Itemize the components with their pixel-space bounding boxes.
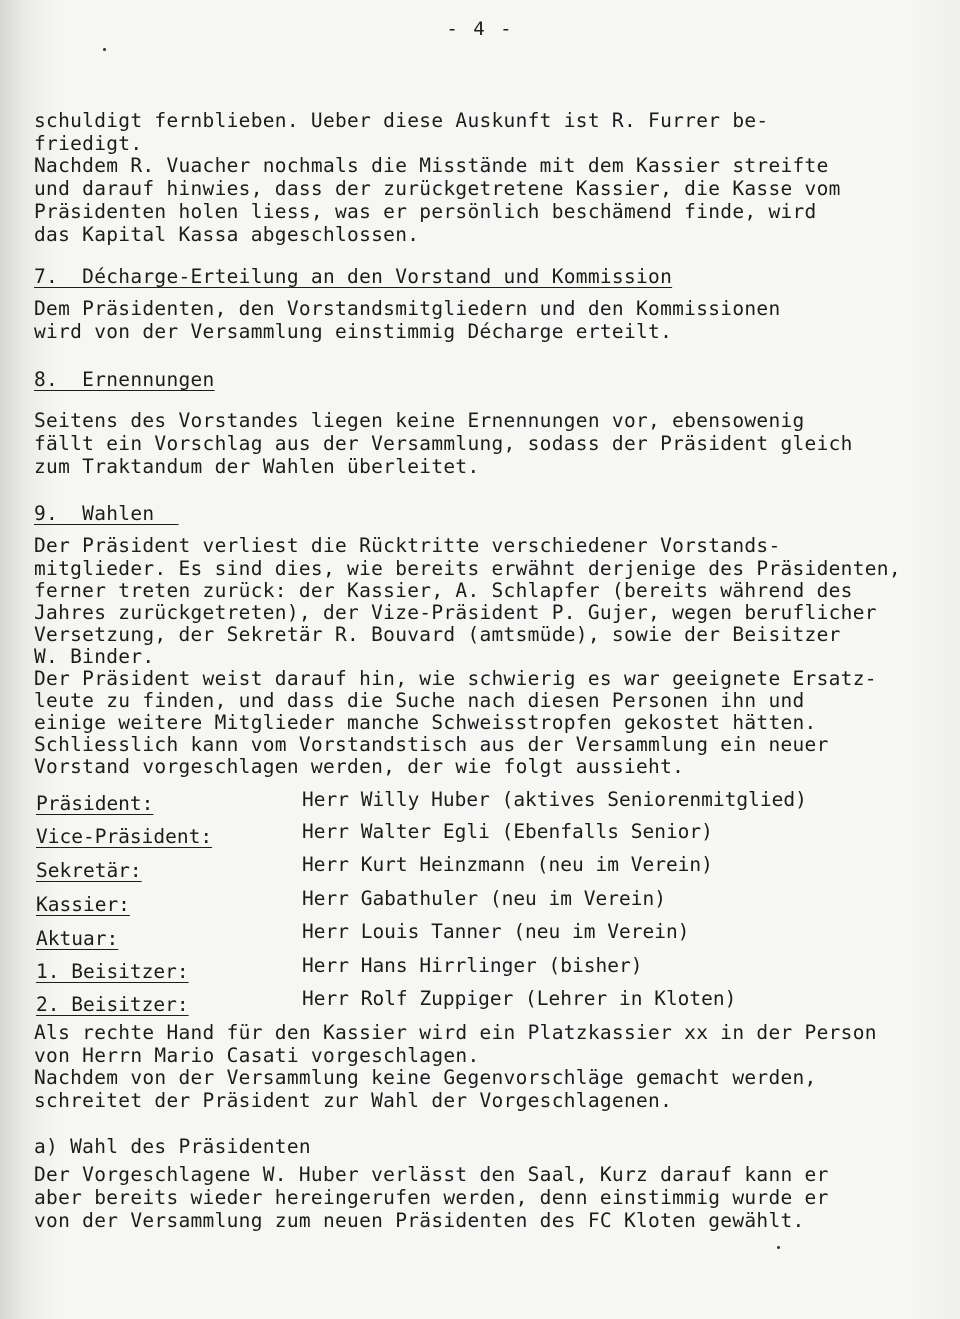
section-9-line: Schliesslich kann vom Vorstandstisch aus der Versammlung ein neuer bbox=[34, 733, 829, 756]
section-9-line: Versetzung, der Sekretär R. Bouvard (amtsmüde), sowie der Beisitzer bbox=[34, 623, 841, 646]
scan-speck bbox=[103, 48, 106, 51]
section-7-line: Dem Präsidenten, den Vorstandsmitgliedern und den Kommissionen bbox=[34, 297, 781, 320]
board-role: Vice-Präsident: bbox=[36, 825, 213, 848]
board-person: Herr Louis Tanner (neu im Verein) bbox=[302, 920, 690, 943]
intro-line: schuldigt fernblieben. Ueber diese Auskunft ist R. Furrer be- bbox=[34, 109, 769, 132]
scan-speck bbox=[777, 1246, 780, 1249]
subsection-line: von der Versammlung zum neuen Präsidenten des FC Kloten gewählt. bbox=[34, 1209, 805, 1232]
section-9-line: Der Präsident weist darauf hin, wie schwierig es war geeignete Ersatz- bbox=[34, 667, 877, 690]
board-role: Kassier: bbox=[36, 893, 130, 916]
after-board-line: schreitet der Präsident zur Wahl der Vorgeschlagenen. bbox=[34, 1089, 673, 1112]
section-9-line: einige weitere Mitglieder manche Schweisstropfen gekostet hätten. bbox=[34, 711, 817, 734]
section-heading-9: 9. Wahlen bbox=[34, 502, 179, 525]
section-8-line: fällt ein Vorschlag aus der Versammlung, sodass der Präsident gleich bbox=[34, 432, 853, 455]
intro-line: friedigt. bbox=[34, 132, 143, 155]
board-person: Herr Gabathuler (neu im Verein) bbox=[302, 887, 666, 910]
section-7-line: wird von der Versammlung einstimmig Décharge erteilt. bbox=[34, 320, 673, 343]
after-board-line: Nachdem von der Versammlung keine Gegenvorschläge gemacht werden, bbox=[34, 1066, 817, 1089]
board-role: Präsident: bbox=[36, 792, 154, 815]
section-heading-8: 8. Ernennungen bbox=[34, 368, 215, 391]
subsection-heading: a) Wahl des Präsidenten bbox=[34, 1135, 311, 1158]
board-role: Aktuar: bbox=[36, 927, 119, 950]
subsection-line: Der Vorgeschlagene W. Huber verlässt den Saal, Kurz darauf kann er bbox=[34, 1163, 829, 1186]
section-9-line: leute zu finden, und dass die Suche nach diesen Personen ihn und bbox=[34, 689, 805, 712]
section-9-line: Vorstand vorgeschlagen werden, der wie folgt aussieht. bbox=[34, 755, 685, 778]
section-heading-7: 7. Décharge-Erteilung an den Vorstand und Kommission bbox=[34, 265, 673, 288]
section-8-line: Seitens des Vorstandes liegen keine Ernennungen vor, ebensowenig bbox=[34, 409, 805, 432]
intro-line: das Kapital Kassa abgeschlossen. bbox=[34, 223, 420, 246]
board-role: 1. Beisitzer: bbox=[36, 960, 189, 983]
board-role: Sekretär: bbox=[36, 859, 142, 882]
section-8-line: zum Traktandum der Wahlen überleitet. bbox=[34, 455, 480, 478]
intro-line: Nachdem R. Vuacher nochmals die Misstände mit dem Kassier streifte bbox=[34, 154, 829, 177]
intro-line: und darauf hinwies, dass der zurückgetretene Kassier, die Kasse vom bbox=[34, 177, 841, 200]
subsection-line: aber bereits wieder hereingerufen werden, denn einstimmig wurde er bbox=[34, 1186, 829, 1209]
section-9-line: Der Präsident verliest die Rücktritte verschiedener Vorstands- bbox=[34, 534, 781, 557]
board-role: 2. Beisitzer: bbox=[36, 993, 189, 1016]
intro-line: Präsidenten holen liess, was er persönlich beschämend finde, wird bbox=[34, 200, 817, 223]
section-9-line: W. Binder. bbox=[34, 645, 155, 668]
board-person: Herr Hans Hirrlinger (bisher) bbox=[302, 954, 643, 977]
after-board-line: Als rechte Hand für den Kassier wird ein Platzkassier xx in der Person bbox=[34, 1021, 877, 1044]
section-9-line: ferner treten zurück: der Kassier, A. Schlapfer (bereits während des bbox=[34, 579, 853, 602]
after-board-line: von Herrn Mario Casati vorgeschlagen. bbox=[34, 1044, 480, 1067]
section-9-line: Jahres zurückgetreten), der Vize-Präsident P. Gujer, wegen beruflicher bbox=[34, 601, 877, 624]
board-person: Herr Willy Huber (aktives Seniorenmitglied) bbox=[302, 788, 807, 811]
board-person: Herr Walter Egli (Ebenfalls Senior) bbox=[302, 820, 713, 843]
section-9-line: mitglieder. Es sind dies, wie bereits erwähnt derjenige des Präsidenten, bbox=[34, 557, 901, 580]
board-person: Herr Kurt Heinzmann (neu im Verein) bbox=[302, 853, 713, 876]
page-number: - 4 - bbox=[446, 18, 514, 40]
board-person: Herr Rolf Zuppiger (Lehrer in Kloten) bbox=[302, 987, 737, 1010]
